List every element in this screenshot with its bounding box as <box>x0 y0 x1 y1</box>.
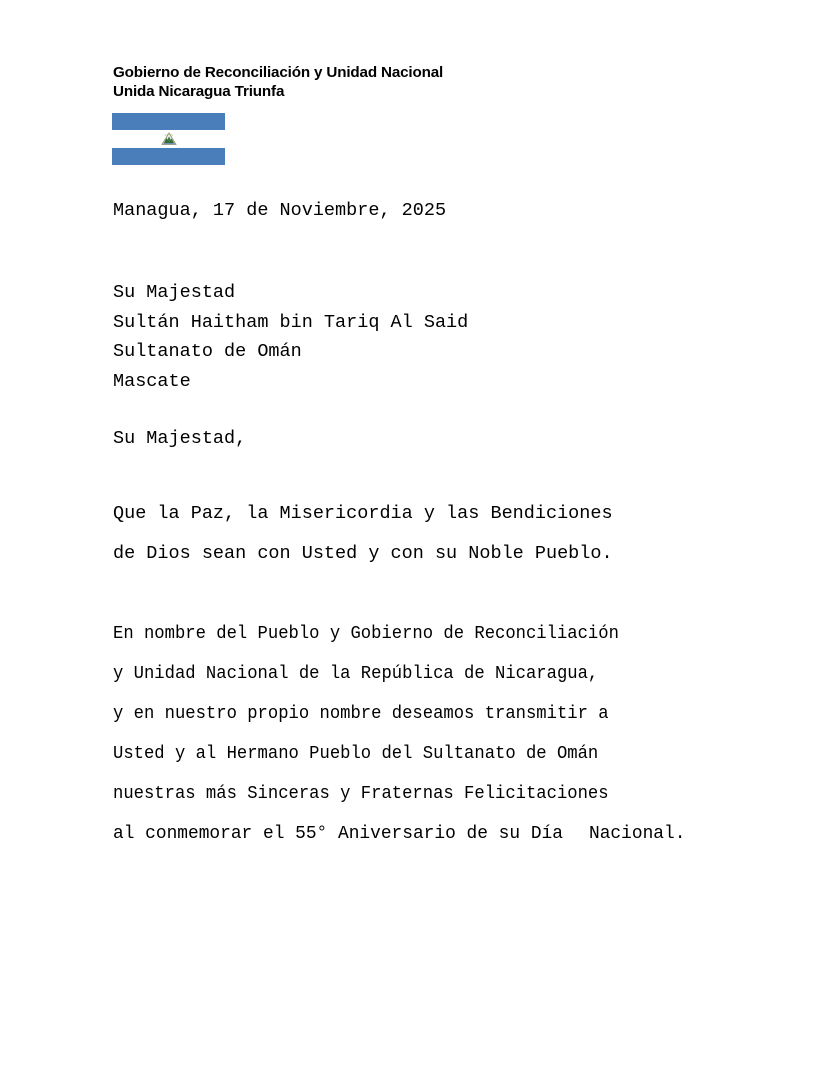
letterhead-line-slogan: Unida Nicaragua Triunfa <box>113 83 285 100</box>
letterhead <box>113 63 753 101</box>
paragraph-line: En nombre del Pueblo y Gobierno de Reconciliación <box>113 623 619 644</box>
salutation: Su Majestad, <box>113 428 247 449</box>
paragraph-line: Usted y al Hermano Pueblo del Sultanato de Omán <box>113 743 599 764</box>
letterhead-line-government: Gobierno de Reconciliación y Unidad Nacional <box>113 64 444 81</box>
paragraph-line: y Unidad Nacional de la República de Nicaragua, <box>113 663 599 684</box>
paragraph-line: Que la Paz, la Misericordia y las Bendiciones <box>113 503 613 524</box>
date-line: Managua, 17 de Noviembre, 2025 <box>113 200 447 221</box>
flag-band-middle <box>112 130 225 147</box>
nicaragua-coat-of-arms-icon <box>160 131 177 146</box>
flag-band-top <box>112 113 225 130</box>
paragraph-line: nuestras más Sinceras y Fraternas Felicitaciones <box>113 783 609 804</box>
paragraph-line: Nacional. <box>588 823 686 844</box>
addressee-block <box>113 278 714 396</box>
addressee-line: Mascate <box>113 370 191 392</box>
addressee-line: Sultanato de Omán <box>113 341 302 362</box>
flag-band-bottom <box>112 148 225 165</box>
paragraph-blessing <box>113 494 714 574</box>
paragraph-line: de Dios sean con Usted y con su Noble Pueblo. <box>113 543 613 564</box>
nicaragua-flag-icon <box>112 113 225 165</box>
paragraph-line: y en nuestro propio nombre deseamos transmitir a <box>113 703 609 724</box>
paragraph-line: al conmemorar el 55° Aniversario de su Día <box>113 823 563 844</box>
addressee-line: Su Majestad <box>113 282 236 303</box>
paragraph-congratulations <box>113 614 714 854</box>
addressee-line: Sultán Haitham bin Tariq Al Said <box>113 311 469 333</box>
letter-body <box>113 196 714 854</box>
